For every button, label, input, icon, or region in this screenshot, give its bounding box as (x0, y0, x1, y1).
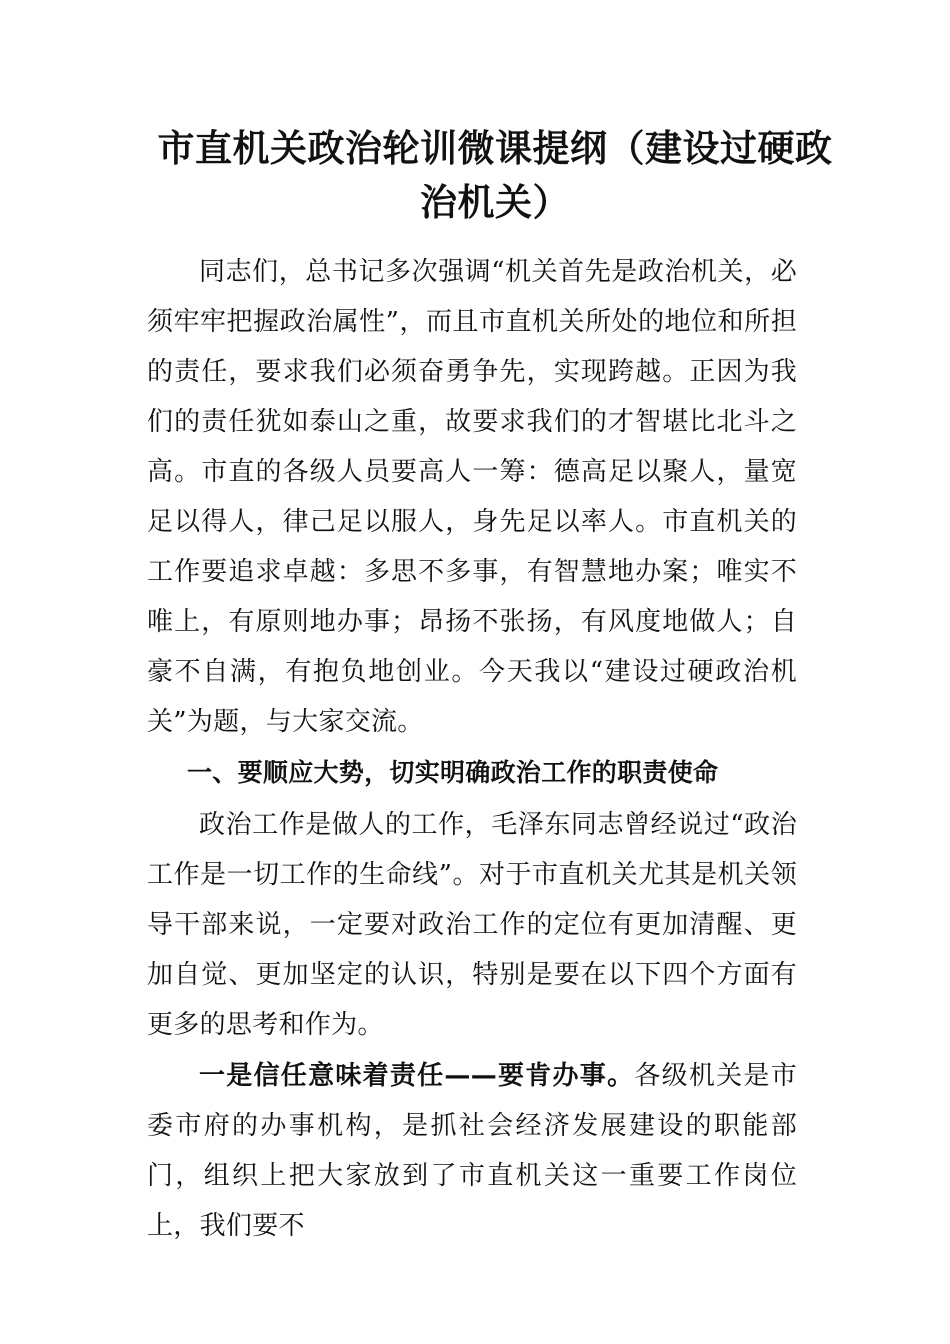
point-1-body: 各级机关是市委市府的办事机构，是抓社会经济发展建设的职能部门，组织上把大家放到了市直机关这一重要工作岗位上，我们要不 (147, 1061, 797, 1241)
section-heading-1: 一、要顺应大势，切实明确政治工作的职责使命 (187, 758, 719, 787)
point-1-paragraph (147, 1051, 797, 1251)
intro-paragraph: 同志们，总书记多次强调“机关首先是政治机关，必须牢牢把握政治属性”，而且市直机关所处的地位和所担的责任，要求我们必须奋勇争先，实现跨越。正因为我们的责任犹如泰山之重，故要求我们的才智堪比北斗之高。市直的各级人员要高人一筹：德高足以聚人，量宽足以得人，律己足以服人，身先足以率人。市直机关的工作要追求卓越：多思不多事，有智慧地办案；唯实不唯上，有原则地办事；昂扬不张扬，有风度地做人；自豪不自满，有抱负地创业。今天我以“建设过硬政治机关”为题，与大家交流。 (147, 257, 797, 737)
point-1-lead: 一是信任意味着责任——要肯办事。 (199, 1061, 635, 1091)
document-title: 市直机关政治轮训微课提纲（建设过硬政治机关） (157, 127, 833, 224)
section-1-paragraph: 政治工作是做人的工作，毛泽东同志曾经说过“政治工作是一切工作的生命线”。对于市直机关尤其是机关领导干部来说，一定要对政治工作的定位有更加清醒、更加自觉、更加坚定的认识，特别是要在以下四个方面有更多的思考和作为。 (147, 810, 797, 1040)
